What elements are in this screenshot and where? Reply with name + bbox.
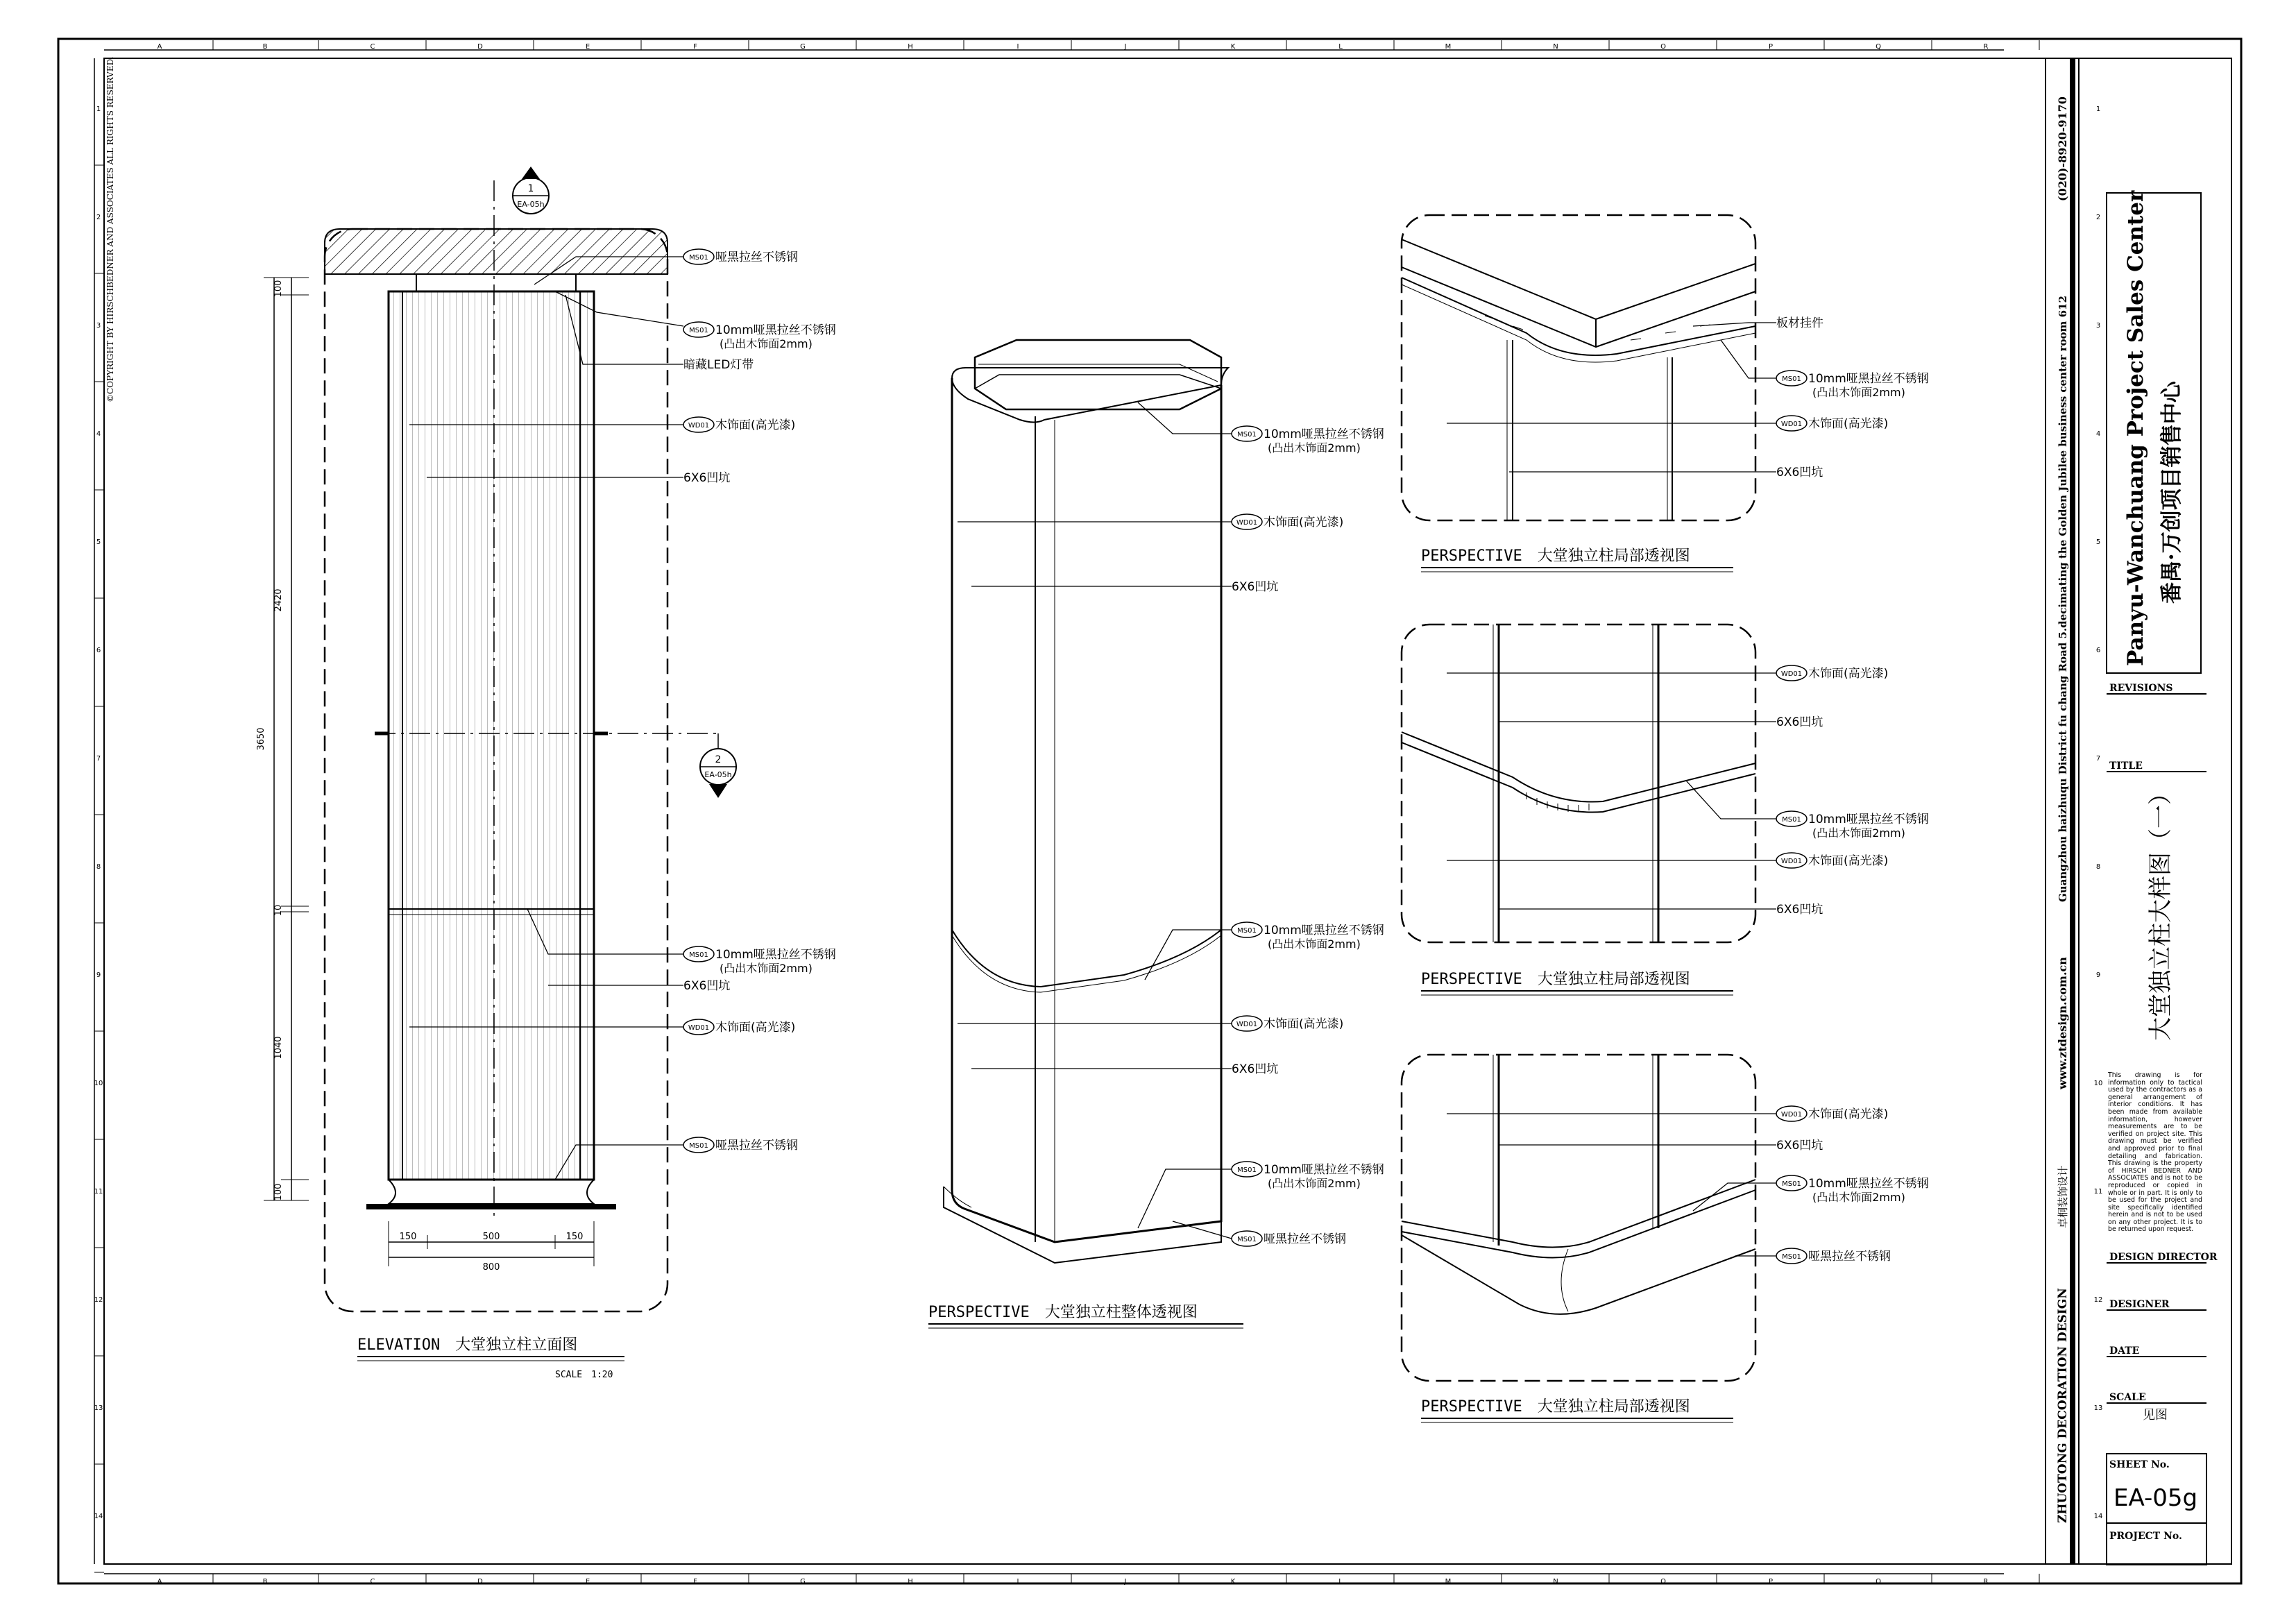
grid-col-label: C xyxy=(370,1578,375,1586)
grid-col-label: L xyxy=(1338,1578,1343,1586)
callout xyxy=(1232,1162,1384,1190)
grid-row-label: 11 xyxy=(2093,1188,2103,1196)
detail-3-callouts xyxy=(1776,1106,1929,1264)
grid-col-label: P xyxy=(1768,43,1774,51)
grid-col-label: A xyxy=(157,43,162,51)
callout-text: 哑黑拉丝不锈钢 xyxy=(1808,1250,1891,1264)
grid-col-label: F xyxy=(693,1578,697,1586)
section-tag-1[interactable] xyxy=(513,167,549,214)
grid-col-label: G xyxy=(800,43,806,51)
material-tag-code: MS01 xyxy=(1237,431,1257,439)
grid-row-label: 12 xyxy=(2093,1296,2103,1304)
drawing-title: 大堂独立柱大样图（一） xyxy=(2147,781,2175,1041)
grid-row-label: 4 xyxy=(96,430,101,438)
callout-text: 木饰面(高光漆) xyxy=(1808,854,1889,868)
grid-col-label: E xyxy=(585,1578,590,1586)
grid-row-label: 3 xyxy=(96,322,101,330)
company-phone: (020)-8920-9170 xyxy=(2056,96,2069,201)
elevation-dimensions-bottom xyxy=(389,1221,594,1273)
material-tag-code: MS01 xyxy=(689,254,708,262)
svg-text:EA-05h: EA-05h xyxy=(517,200,545,209)
callout-text: 10mm哑黑拉丝不锈钢 xyxy=(715,323,836,337)
callout xyxy=(1232,1062,1278,1076)
callout xyxy=(1232,922,1384,951)
callout-text: 木饰面(高光漆) xyxy=(1264,1017,1344,1031)
grid-row-label: 5 xyxy=(96,538,101,546)
detail-3-view xyxy=(1402,1055,1929,1422)
material-tag-code: MS01 xyxy=(1782,816,1801,824)
grid-row-label: 5 xyxy=(2095,538,2101,546)
perspective-main-callouts xyxy=(1232,426,1384,1246)
company-address: Guangzhou haizhuqu District fu chang Road 5.decimating the Golden Jubilee business center room 612 xyxy=(2057,296,2069,902)
callout-text-2: (凸出木饰面2mm) xyxy=(1268,1177,1361,1190)
detail-3-frame xyxy=(1402,1055,1755,1381)
project-name-cn: 番禺·万创项目销售中心 xyxy=(2159,381,2184,604)
callout xyxy=(683,1137,798,1153)
callout xyxy=(1232,1231,1346,1246)
callout xyxy=(1232,514,1343,529)
grid-row-labels-left xyxy=(94,105,104,1572)
callout-text: 木饰面(高光漆) xyxy=(1264,516,1344,529)
disclaimer-text: This drawing is for information only to tactical used by the contractors as a general arrangement of interior conditions. It has been made from available information, however measurements are to be verified on project site. This drawing must be verified and approved prior to final detailing and fabrication. This drawing is the property of HIRSCH BEDNER AND ASSOCIATES and is not to be reproduced or copied in whole or in part. It is only to be used for the project and site specifically identified herein and is not to be used on any other project. It is to be returned upon request. xyxy=(2108,1072,2202,1234)
perspective-main-view xyxy=(928,340,1384,1328)
floor-line xyxy=(366,1204,616,1209)
callout-text: 10mm哑黑拉丝不锈钢 xyxy=(1264,1163,1384,1177)
callout xyxy=(683,322,836,350)
dim-100-top: 100 xyxy=(273,280,284,298)
material-tag-code: WD01 xyxy=(1780,420,1803,428)
grid-col-label: K xyxy=(1230,43,1236,51)
design-director-label: DESIGN DIRECTOR xyxy=(2109,1252,2218,1263)
detail-1-view xyxy=(1402,215,1929,572)
detail-1-title: PERSPECTIVE 大堂独立柱局部透视图 xyxy=(1421,547,1690,565)
svg-text:800: 800 xyxy=(482,1262,500,1273)
grid-row-label: 13 xyxy=(2093,1404,2103,1412)
material-tag-code: WD01 xyxy=(1780,1111,1803,1119)
material-tag-code: WD01 xyxy=(688,422,710,430)
grid-col-label: B xyxy=(262,43,268,51)
callout-text-2: (凸出木饰面2mm) xyxy=(720,337,813,350)
grid-row-label: 3 xyxy=(2095,322,2101,330)
grid-col-label: O xyxy=(1660,43,1666,51)
callout xyxy=(1232,1016,1343,1031)
material-tag-code: WD01 xyxy=(688,1024,710,1032)
detail-2-title: PERSPECTIVE 大堂独立柱局部透视图 xyxy=(1421,971,1690,988)
title-block xyxy=(2046,58,2218,1565)
grid-col-label: D xyxy=(477,1578,483,1586)
callout xyxy=(1776,371,1929,399)
project-number-box xyxy=(2107,1523,2206,1565)
callout xyxy=(683,358,754,372)
elevation-view xyxy=(256,167,836,1380)
grid-col-label: G xyxy=(800,1578,806,1586)
grid-row-label: 14 xyxy=(2093,1513,2103,1520)
material-tag-code: MS01 xyxy=(1237,1166,1257,1174)
grid-col-label: O xyxy=(1660,1578,1666,1586)
callout-text: 6X6凹坑 xyxy=(1776,1139,1823,1153)
callout-text: 6X6凹坑 xyxy=(683,979,731,993)
grid-col-label: N xyxy=(1553,43,1558,51)
copyright-text: ©COPYRIGHT BY HIRSCHBEDNER AND ASSOCIATES ALL RIGHTS RESERVED. xyxy=(105,56,115,402)
grid-row-label: 2 xyxy=(96,214,101,221)
callout-text-2: (凸出木饰面2mm) xyxy=(720,962,813,975)
callout-text: 板材挂件 xyxy=(1776,316,1823,330)
callout xyxy=(683,471,730,485)
project-no-label: PROJECT No. xyxy=(2109,1531,2182,1542)
callout-text: 6X6凹坑 xyxy=(1776,466,1823,479)
callout-text-2: (凸出木饰面2mm) xyxy=(1812,826,1905,840)
callout xyxy=(1776,316,1823,330)
grid-row-label: 6 xyxy=(2095,647,2101,654)
grid-col-label: A xyxy=(157,1578,162,1586)
callout xyxy=(1776,665,1888,681)
company-name-cn: 卓桐装饰设计 xyxy=(2057,1165,2069,1228)
scale-value: 见图 xyxy=(2143,1408,2168,1422)
grid-row-label: 8 xyxy=(2095,863,2101,871)
callout-text-2: (凸出木饰面2mm) xyxy=(1812,386,1905,399)
ceiling-slab xyxy=(325,229,667,274)
grid-col-label: I xyxy=(1017,1578,1019,1586)
grid-col-label: B xyxy=(262,1578,268,1586)
callout xyxy=(1232,426,1384,454)
dim-2420: 2420 xyxy=(273,588,284,612)
material-tag-code: MS01 xyxy=(1237,927,1257,935)
perspective-main-title: PERSPECTIVE 大堂独立柱整体透视图 xyxy=(928,1304,1198,1321)
grid-row-label: 9 xyxy=(96,971,101,979)
svg-text:500: 500 xyxy=(482,1232,500,1242)
callout xyxy=(1776,466,1823,479)
dim-10: 10 xyxy=(273,904,284,917)
grid-col-label: M xyxy=(1445,43,1452,51)
column-body xyxy=(952,378,1221,1242)
callout xyxy=(1776,811,1929,840)
grid-col-label: Q xyxy=(1876,1578,1881,1586)
grid-col-label: C xyxy=(370,43,375,51)
grid-row-label: 12 xyxy=(94,1296,103,1304)
grid-row-label: 13 xyxy=(94,1404,103,1412)
svg-text:EA-05h: EA-05h xyxy=(704,770,732,779)
callout xyxy=(683,249,798,264)
callout-text-2: (凸出木饰面2mm) xyxy=(1268,441,1361,454)
callout-text: 木饰面(高光漆) xyxy=(1808,1107,1889,1121)
grid-row-labels-right xyxy=(2094,105,2103,1520)
company-website: www.ztdesign.com.cn xyxy=(2056,957,2069,1089)
grid-col-label: I xyxy=(1017,43,1019,51)
callout xyxy=(683,1019,795,1035)
sheet-number: EA-05g xyxy=(2114,1484,2198,1512)
grid-col-label: J xyxy=(1124,1578,1127,1586)
callout-text: 木饰面(高光漆) xyxy=(1808,667,1889,681)
grid-col-label: K xyxy=(1230,1578,1236,1586)
callout-text: 木饰面(高光漆) xyxy=(715,418,796,432)
callout xyxy=(1776,1175,1929,1204)
detail-3-title: PERSPECTIVE 大堂独立柱局部透视图 xyxy=(1421,1398,1690,1416)
section-tag-2[interactable] xyxy=(700,749,736,798)
dim-1040: 1040 xyxy=(273,1036,284,1060)
material-tag-code: MS01 xyxy=(1782,1180,1801,1188)
dim-total-3650: 3650 xyxy=(256,727,266,751)
callout xyxy=(683,946,836,975)
elevation-callouts xyxy=(683,249,836,1153)
callout xyxy=(1776,1248,1891,1264)
callout xyxy=(1776,416,1888,431)
grid-row-label: 10 xyxy=(2093,1080,2103,1087)
disclaimer-box xyxy=(2108,1072,2202,1246)
grid-row-label: 8 xyxy=(96,863,101,871)
grid-row-label: 11 xyxy=(94,1188,103,1196)
callout xyxy=(1776,715,1823,729)
callout-text-2: (凸出木饰面2mm) xyxy=(1268,937,1361,951)
callout xyxy=(1776,903,1823,917)
sheet-label: SHEET No. xyxy=(2109,1459,2170,1470)
grid-row-label: 10 xyxy=(94,1080,103,1087)
callout-text: 10mm哑黑拉丝不锈钢 xyxy=(1264,924,1384,937)
grid-col-label: R xyxy=(1983,1578,1989,1586)
material-tag-code: WD01 xyxy=(1236,519,1258,527)
callout-text: 6X6凹坑 xyxy=(683,471,731,485)
detail-1-callouts xyxy=(1776,316,1929,479)
grid-col-label: E xyxy=(585,43,590,51)
grid-row-label: 2 xyxy=(2095,214,2101,221)
callout-text: 暗藏LED灯带 xyxy=(683,358,754,372)
project-name-box xyxy=(2107,193,2201,673)
date-label: DATE xyxy=(2109,1345,2140,1357)
grid-row-label: 7 xyxy=(96,755,101,763)
material-tag-code: WD01 xyxy=(1780,858,1803,865)
project-name-en: Panyu-Wanchuang Project Sales Center xyxy=(2123,190,2148,666)
detail-2-view xyxy=(1402,624,1929,995)
elevation-scale: SCALE 1:20 xyxy=(555,1370,613,1380)
scale-label: SCALE xyxy=(2109,1392,2146,1403)
grid-col-label: H xyxy=(908,1578,913,1586)
grid-row-label: 1 xyxy=(2095,105,2101,113)
material-tag-code: WD01 xyxy=(1780,670,1803,678)
grid-col-label: F xyxy=(693,43,697,51)
callout xyxy=(1776,1139,1823,1153)
callout-text: 6X6凹坑 xyxy=(1776,903,1823,917)
grid-col-label: D xyxy=(477,43,483,51)
callout xyxy=(683,979,730,993)
designer-label: DESIGNER xyxy=(2109,1299,2170,1310)
grid-row-label: 9 xyxy=(2095,971,2101,979)
svg-text:1: 1 xyxy=(527,183,534,194)
grid-row-label: 1 xyxy=(96,105,101,113)
elevation-dimensions-left xyxy=(256,278,309,1200)
material-tag-code: MS01 xyxy=(689,951,708,959)
company-name: ZHUOTONG DECORATION DESIGN xyxy=(2056,1288,2070,1523)
callout-text: 10mm哑黑拉丝不锈钢 xyxy=(715,948,836,962)
grid-col-label: R xyxy=(1983,43,1989,51)
elevation-title: ELEVATION 大堂独立柱立面图 xyxy=(357,1336,578,1354)
material-tag-code: MS01 xyxy=(1237,1236,1257,1243)
callout-text: 木饰面(高光漆) xyxy=(715,1021,796,1035)
grid-col-label: H xyxy=(908,43,913,51)
grid-col-label: L xyxy=(1338,43,1343,51)
grid-row-label: 14 xyxy=(94,1513,103,1520)
grid-col-label: J xyxy=(1124,43,1127,51)
callout xyxy=(1776,853,1888,868)
svg-text:150: 150 xyxy=(399,1232,417,1242)
svg-text:2: 2 xyxy=(715,754,722,765)
callout-text: 10mm哑黑拉丝不锈钢 xyxy=(1808,813,1929,826)
callout-text-2: (凸出木饰面2mm) xyxy=(1812,1191,1905,1204)
title-label: TITLE xyxy=(2109,760,2143,772)
callout xyxy=(1232,580,1278,594)
grid-row-label: 4 xyxy=(2095,430,2101,438)
grid-column-labels-top xyxy=(158,40,2039,51)
grid-col-label: Q xyxy=(1876,43,1881,51)
callout-text: 10mm哑黑拉丝不锈钢 xyxy=(1808,372,1929,386)
callout-text: 木饰面(高光漆) xyxy=(1808,417,1889,431)
grid-row-label: 7 xyxy=(2095,755,2101,763)
material-tag-code: MS01 xyxy=(1782,375,1801,383)
callout-text: 10mm哑黑拉丝不锈钢 xyxy=(1808,1177,1929,1191)
detail-2-frame xyxy=(1402,624,1755,942)
grid-col-label: P xyxy=(1768,1578,1774,1586)
dim-100-bottom: 100 xyxy=(273,1183,284,1201)
material-tag-code: MS01 xyxy=(689,327,708,334)
material-tag-code: MS01 xyxy=(1782,1253,1801,1261)
grid-col-label: M xyxy=(1445,1578,1452,1586)
callout-text: 哑黑拉丝不锈钢 xyxy=(715,250,798,264)
callout-text: 10mm哑黑拉丝不锈钢 xyxy=(1264,427,1384,441)
svg-text:150: 150 xyxy=(566,1232,584,1242)
callout xyxy=(683,417,795,432)
material-tag-code: MS01 xyxy=(689,1142,708,1150)
material-tag-code: WD01 xyxy=(1236,1021,1258,1028)
detail-2-callouts xyxy=(1776,665,1929,917)
callout-text: 哑黑拉丝不锈钢 xyxy=(715,1139,798,1153)
callout xyxy=(1776,1106,1888,1121)
grid-col-label: N xyxy=(1553,1578,1558,1586)
callout-text: 6X6凹坑 xyxy=(1776,715,1823,729)
callout-text: 6X6凹坑 xyxy=(1232,580,1279,594)
callout-text: 6X6凹坑 xyxy=(1232,1062,1279,1076)
revisions-label: REVISIONS xyxy=(2109,683,2173,694)
grid-row-label: 6 xyxy=(96,647,101,654)
callout-text: 哑黑拉丝不锈钢 xyxy=(1264,1232,1346,1246)
